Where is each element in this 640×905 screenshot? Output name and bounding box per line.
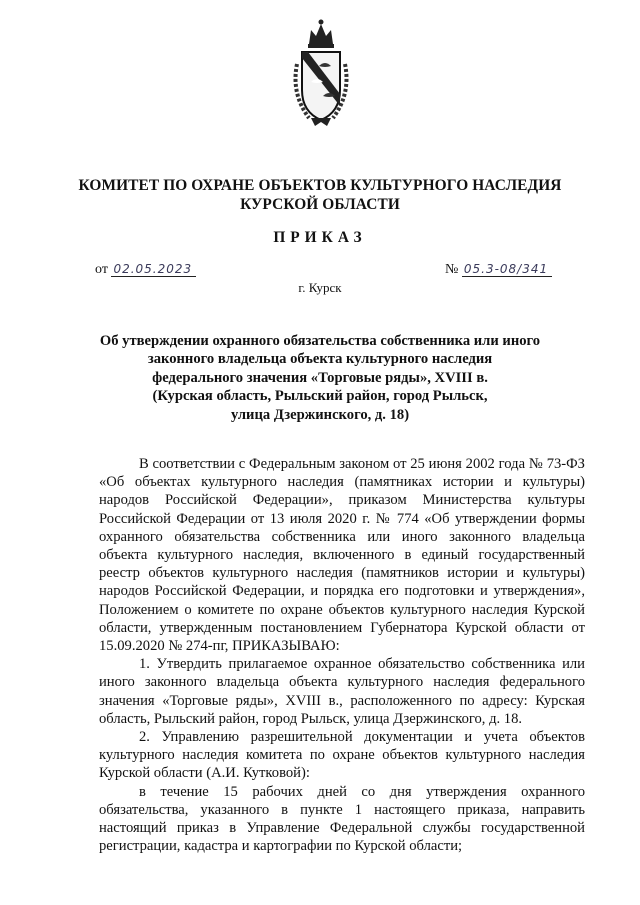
subject-line: (Курская область, Рыльский район, город Рыльск, (152, 388, 488, 405)
order-item-2-subitem: в течение 15 рабочих дней со дня утверждения охранного обязательства, указанного в пункте 1 настоящего приказа, направить настоящий приказ в Управление Федеральной службы государственной регистрации, кадастра и картографии по Курской области; (99, 783, 585, 855)
document-city: г. Курск (298, 280, 342, 295)
preamble-paragraph: В соответствии с Федеральным законом от 25 июня 2002 года № 73-ФЗ «Об объектах культурного наследия (памятниках истории и культуры) народов Российской Федерации», приказом Министерства культуры Российской Федерации от 13 июля 2020 г. № 774 «Об утверждении формы охранного обязательства собственника или иного законного владельца объекта культурного наследия, включенного в единый государственный реестр объектов культурного наследия (памятников истории и культуры) народов Российской Федерации, и порядка его подготовки и утверждения», Положением о комитете по охране объектов культурного наследия Курской области, утвержденным постановлением Губернатора Курской области от 15.09.2020 № 274-пг, ПРИКАЗЫВАЮ: (99, 456, 585, 655)
order-item-2: 2. Управлению разрешительной документации и учета объектов культурного наследия комитета по охране объектов культурного наследия Курской области (А.И. Кутковой): (99, 729, 585, 782)
order-item-1: 1. Утвердить прилагаемое охранное обязательство собственника или иного законного владельца объекта культурного наследия федерального значения «Торговые ряды», XVIII в., расположенного по адресу: Курская область, Рыльский район, город Рыльск, улица Дзержинского, д. 18. (99, 656, 585, 727)
subject-line: Об утверждении охранного обязательства собственника или иного (99, 333, 541, 349)
subject-line: федерального значения «Торговые ряды», XVIII в. (152, 369, 488, 386)
date-value: 02.05.2023 (111, 262, 196, 277)
number-value: 05.3-08/341 (462, 262, 552, 277)
document-type-title: ПРИКАЗ (273, 229, 367, 246)
date-prefix: от (95, 262, 108, 277)
document-body (99, 455, 585, 855)
subject-line: улица Дзержинского, д. 18) (230, 406, 410, 423)
document-subject (90, 332, 550, 424)
number-prefix: № (445, 262, 459, 277)
organization-name-line2: КУРСКОЙ ОБЛАСТИ (240, 196, 400, 213)
subject-line: законного владельца объекта культурного наследия (147, 351, 493, 368)
document-number (445, 262, 552, 278)
organization-name-line1: КОМИТЕТ ПО ОХРАНЕ ОБЪЕКТОВ КУЛЬТУРНОГО НАСЛЕДИЯ (78, 177, 562, 194)
kursk-oblast-coat-of-arms-icon (289, 14, 353, 128)
document-date (95, 262, 196, 278)
